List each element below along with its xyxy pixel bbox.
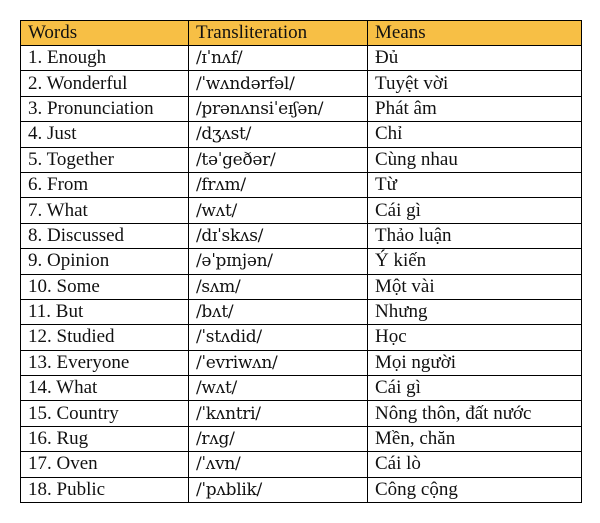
word-cell: 3. Pronunciation [21,96,189,121]
transliteration-cell: /frʌm/ [189,172,368,197]
transliteration-cell: /wʌt/ [189,198,368,223]
table-body [21,46,582,503]
meaning-cell: Cái lò [368,452,582,477]
transliteration-cell: /dʒʌst/ [189,122,368,147]
word-cell: 6. From [21,172,189,197]
meaning-cell: Tuyệt vời [368,71,582,96]
word-cell: 13. Everyone [21,350,189,375]
meaning-cell: Mọi người [368,350,582,375]
word-cell: 9. Opinion [21,249,189,274]
table-row [21,477,582,502]
meaning-cell: Học [368,325,582,350]
meaning-cell: Ý kiến [368,249,582,274]
transliteration-cell: /wʌt/ [189,376,368,401]
transliteration-cell: /ɪˈnʌf/ [189,46,368,71]
transliteration-cell: /ˈkʌntri/ [189,401,368,426]
table-row [21,350,582,375]
word-cell: 5. Together [21,147,189,172]
meaning-cell: Chỉ [368,122,582,147]
table-row [21,274,582,299]
word-cell: 1. Enough [21,46,189,71]
meaning-cell: Nhưng [368,299,582,324]
meaning-cell: Nông thôn, đất nước [368,401,582,426]
transliteration-cell: /bʌt/ [189,299,368,324]
transliteration-cell: /prənʌnsiˈeɪʃən/ [189,96,368,121]
word-cell: 12. Studied [21,325,189,350]
table-row [21,172,582,197]
meaning-cell: Mền, chăn [368,426,582,451]
word-cell: 15. Country [21,401,189,426]
transliteration-cell: /ˈwʌndərfəl/ [189,71,368,96]
word-cell: 11. But [21,299,189,324]
meaning-cell: Cái gì [368,376,582,401]
transliteration-cell: /təˈgeðər/ [189,147,368,172]
table-header [21,21,582,46]
meaning-cell: Phát âm [368,96,582,121]
table-row [21,46,582,71]
table-row [21,376,582,401]
word-cell: 17. Oven [21,452,189,477]
word-cell: 8. Discussed [21,223,189,248]
word-cell: 2. Wonderful [21,71,189,96]
meaning-cell: Một vài [368,274,582,299]
transliteration-cell: /ˈʌvn/ [189,452,368,477]
table-row [21,198,582,223]
table-row [21,249,582,274]
meaning-cell: Thảo luận [368,223,582,248]
transliteration-cell: /rʌg/ [189,426,368,451]
table-row [21,426,582,451]
word-cell: 18. Public [21,477,189,502]
transliteration-cell: /əˈpɪnjən/ [189,249,368,274]
word-cell: 16. Rug [21,426,189,451]
table-row [21,147,582,172]
table-row [21,223,582,248]
transliteration-cell: /dɪˈskʌs/ [189,223,368,248]
transliteration-cell: /ˈstʌdid/ [189,325,368,350]
table-row [21,96,582,121]
header-transliteration: Transliteration [189,21,368,46]
meaning-cell: Từ [368,172,582,197]
table-row [21,122,582,147]
header-row [21,21,582,46]
word-cell: 10. Some [21,274,189,299]
table-row [21,401,582,426]
meaning-cell: Cùng nhau [368,147,582,172]
meaning-cell: Cái gì [368,198,582,223]
vocabulary-table [20,20,582,503]
word-cell: 4. Just [21,122,189,147]
meaning-cell: Đủ [368,46,582,71]
meaning-cell: Công cộng [368,477,582,502]
transliteration-cell: /ˈevriwʌn/ [189,350,368,375]
table-row [21,71,582,96]
header-means: Means [368,21,582,46]
word-cell: 14. What [21,376,189,401]
word-cell: 7. What [21,198,189,223]
table-row [21,299,582,324]
header-words: Words [21,21,189,46]
transliteration-cell: /sʌm/ [189,274,368,299]
table-row [21,452,582,477]
transliteration-cell: /ˈpʌblik/ [189,477,368,502]
table-row [21,325,582,350]
